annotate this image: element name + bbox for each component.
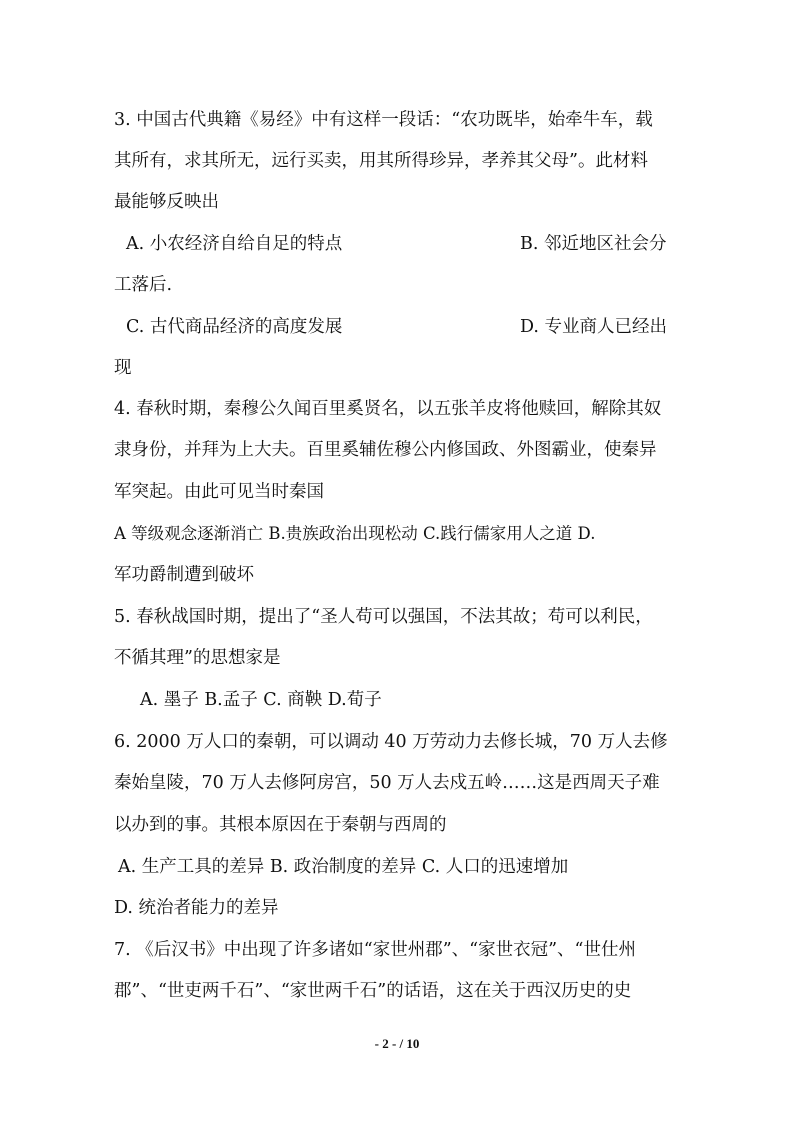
question-stem-line: 5. 春秋战国时期，提出了“圣人苟可以强国，不法其故；苟可以利民， — [114, 607, 653, 627]
question-stem-line: 不循其理”的思想家是 — [114, 648, 281, 668]
option-c: C. 古代商品经济的高度发展 — [126, 317, 343, 337]
options-line: A. 墨子 B.孟子 C. 商鞅 D.荀子 — [140, 690, 382, 710]
question-stem-line: 隶身份，并拜为上大夫。百里奚辅佐穆公内修国政、外图霸业，使秦异 — [114, 440, 657, 460]
page-number: - 2 - / 10 — [374, 1036, 420, 1051]
question-stem-line: 其所有，求其所无，远行买卖，用其所得珍异，孝养其父母”。此材料 — [114, 151, 648, 171]
option-b: B. 邻近地区社会分 — [520, 234, 667, 254]
question-stem-line: 以办到的事。其根本原因在于秦朝与西周的 — [114, 815, 447, 835]
options-line: A 等级观念逐渐消亡 B.贵族政治出现松动 C.践行儒家用人之道 D. — [114, 524, 596, 543]
options-line: 军功爵制遭到破坏 — [114, 565, 254, 585]
options-line: A. 生产工具的差异 B. 政治制度的差异 C. 人口的迅速增加 — [118, 857, 569, 877]
question-stem-line: 秦始皇陵，70 万人去修阿房宫，50 万人去戍五岭……这是西周天子难 — [114, 773, 660, 793]
question-stem-line: 最能够反映出 — [114, 192, 219, 212]
option-d: D. 专业商人已经出 — [520, 317, 668, 337]
question-stem-line: 军突起。由此可见当时秦国 — [114, 482, 324, 502]
question-stem-line: 7. 《后汉书》中出现了许多诸如“家世州郡”、“家世衣冠”、“世仕州 — [114, 940, 636, 960]
options-line: D. 统治者能力的差异 — [114, 898, 279, 918]
option-a: A. 小农经济自给自足的特点 — [126, 234, 343, 254]
option-d-continuation: 现 — [114, 358, 132, 378]
question-stem-line: 4. 春秋时期，秦穆公久闻百里奚贤名，以五张羊皮将他赎回，解除其奴 — [114, 399, 662, 419]
question-stem-line: 郡”、“世吏两千石”、“家世两千石”的话语，这在关于西汉历史的史 — [114, 981, 632, 1001]
question-stem-line: 6. 2000 万人口的秦朝，可以调动 40 万劳动力去修长城，70 万人去修 — [114, 732, 668, 752]
option-b-continuation: 工落后. — [114, 275, 173, 295]
question-stem-line: 3. 中国古代典籍《易经》中有这样一段话：“农功既毕，始牵牛车，载 — [114, 110, 653, 130]
